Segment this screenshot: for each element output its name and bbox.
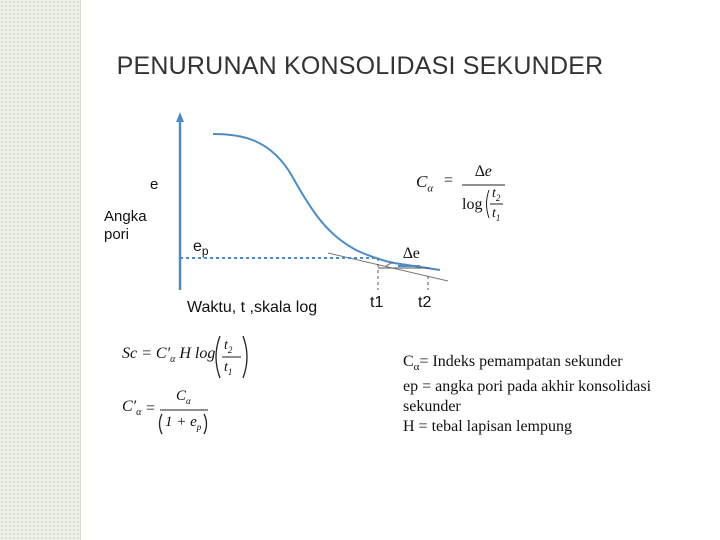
t2-label: t2	[418, 294, 432, 311]
variable-legend	[403, 352, 703, 437]
cap-lhs	[122, 398, 141, 418]
y-axis-label-line1: Angka	[104, 208, 147, 225]
calpha-lhs-c: C	[416, 172, 428, 191]
calpha-numerator: ∆e	[475, 163, 492, 180]
calpha-left-paren	[487, 190, 490, 218]
legend-line-ep-cont: sekunder	[403, 398, 461, 416]
t1-label: t1	[370, 294, 384, 311]
cap-den-text: 1 + e	[165, 414, 197, 430]
sc-t1-sub: 1	[227, 366, 233, 377]
calpha-t2	[492, 186, 500, 203]
sc-t1-t: t	[224, 360, 228, 375]
legend-calpha-c: C	[403, 353, 414, 370]
y-axis-label-line2: pori	[104, 226, 130, 243]
slide-title: PENURUNAN KONSOLIDASI SEKUNDER	[116, 52, 604, 80]
legend-calpha-sub: α	[413, 361, 420, 374]
cap-denominator	[165, 414, 201, 432]
calpha-lhs	[416, 172, 433, 194]
sc-left-paren	[216, 336, 220, 378]
cap-equals: =	[146, 400, 156, 417]
sc-formula-rest: H log	[179, 345, 216, 362]
legend-line-ep: ep = angka pori pada akhir konsolidasi	[403, 378, 652, 396]
y-axis-symbol-e: e	[150, 176, 159, 193]
cap-den-sub: p	[196, 422, 202, 432]
calpha-log: log	[462, 196, 483, 213]
calpha-t1	[492, 206, 500, 223]
sc-t2-t: t	[224, 338, 228, 353]
ep-label-main: e	[193, 238, 202, 255]
ep-label	[193, 238, 209, 258]
calpha-lhs-sub: α	[427, 182, 434, 195]
legend-line-h: H = tebal lapisan lempung	[403, 418, 572, 436]
calpha-t2-sub: 2	[495, 192, 501, 203]
sc-t2-sub: 2	[227, 344, 233, 355]
sc-t1	[224, 360, 232, 377]
cap-left-paren	[160, 414, 163, 434]
cap-right-paren	[204, 414, 207, 434]
cap-lhs-c: C′	[122, 398, 137, 415]
sc-formula-lhs	[122, 345, 215, 365]
cap-num-sub: α	[186, 396, 191, 406]
calpha-t1-sub: 1	[495, 212, 501, 223]
sc-right-paren	[243, 336, 247, 378]
calpha-t2-t: t	[492, 186, 496, 201]
sc-formula-sub: α	[170, 354, 176, 366]
ep-label-sub: p	[201, 244, 209, 259]
legend-line-calpha	[403, 352, 703, 377]
cap-num-c: C	[176, 388, 187, 404]
secondary-tangent-line	[328, 253, 448, 281]
x-axis-label: Waktu, t ,skala log	[187, 299, 318, 316]
calpha-equals: =	[444, 172, 454, 189]
sc-t2	[224, 338, 232, 355]
delta-e-label: ∆e	[403, 245, 420, 262]
sc-formula-start: Sc = C′	[122, 345, 171, 362]
y-axis-arrowhead	[176, 112, 184, 122]
cap-lhs-sub: α	[136, 407, 142, 419]
calpha-t1-t: t	[492, 206, 496, 221]
legend-calpha-text: = Indeks pemampatan sekunder	[419, 353, 623, 370]
cap-numerator	[176, 388, 191, 406]
